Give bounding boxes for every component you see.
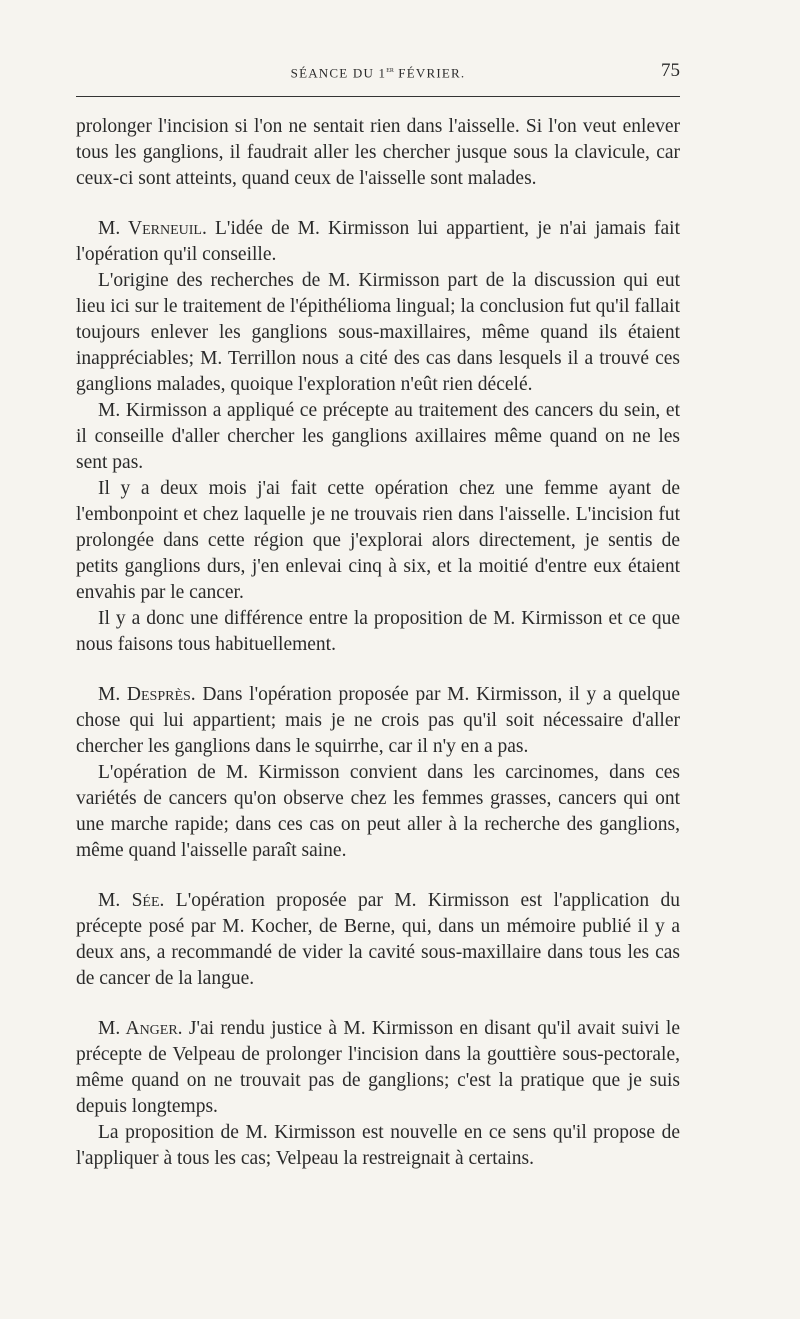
speaker-name: M. Anger.	[98, 1018, 183, 1039]
body-text	[76, 114, 680, 1172]
paragraph: M. Anger. J'ai rendu justice à M. Kirmisson en disant qu'il avait suivi le précepte de Velpeau de prolonger l'incision dans la gouttière sous-pectorale, même quand on ne trouvait pas de ganglions; c'est la pratique que je suis depuis longtemps.	[76, 1018, 680, 1117]
speaker-name: M. Sée.	[98, 890, 165, 911]
title-part: SÉANCE DU 1	[290, 65, 387, 81]
paragraph: M. Sée. L'opération proposée par M. Kirmisson est l'application du précepte posé par M. Kocher, de Berne, qui, dans un mémoire publié il y a deux ans, a recommandé de vider la cavité sous-maxillaire dans tous les cas de cancer de la langue.	[76, 890, 680, 989]
running-title	[76, 64, 680, 81]
paragraph: Il y a donc une différence entre la proposition de M. Kirmisson et ce que nous faisons tous habituellement.	[76, 608, 680, 655]
page-number: 75	[661, 60, 680, 81]
paragraph: Il y a deux mois j'ai fait cette opération chez une femme ayant de l'embonpoint et chez laquelle je ne trouvais rien dans l'aisselle. L'incision fut prolongée dans cette région que j'explorai alors directement, je sentis de petits ganglions durs, j'en enlevai cinq à six, et la moitié d'entre eux étaient envahis par le cancer.	[76, 478, 680, 603]
paragraph: La proposition de M. Kirmisson est nouvelle en ce sens qu'il propose de l'appliquer à tous les cas; Velpeau la restreignait à certains.	[76, 1122, 680, 1169]
paragraph: M. Kirmisson a appliqué ce précepte au traitement des cancers du sein, et il conseille d'aller chercher les ganglions axillaires même quand on ne les sent pas.	[76, 400, 680, 473]
title-superscript: er	[386, 64, 394, 74]
running-header	[76, 60, 680, 88]
paragraph: M. Verneuil. L'idée de M. Kirmisson lui appartient, je n'ai jamais fait l'opération qu'il conseille.	[76, 218, 680, 265]
header-rule	[76, 96, 680, 97]
paragraph: M. Desprès. Dans l'opération proposée par M. Kirmisson, il y a quelque chose qui lui appartient; mais je ne crois pas qu'il soit nécessaire d'aller chercher les ganglions dans le squirrhe, car il n'y en a pas.	[76, 684, 680, 757]
paragraph: L'opération de M. Kirmisson convient dans les carcinomes, dans ces variétés de cancers qu'on observe chez les femmes grasses, cancers qui ont une marche rapide; dans ces cas on peut aller à la recherche des ganglions, même quand l'aisselle paraît saine.	[76, 762, 680, 861]
title-part-end: FÉVRIER.	[393, 65, 466, 81]
paragraph: prolonger l'incision si l'on ne sentait rien dans l'aisselle. Si l'on veut enlever tous les ganglions, il faudrait aller les chercher jusque sous la clavicule, car ceux-ci sont atteints, quand ceux de l'aisselle sont malades.	[76, 116, 680, 189]
speaker-name: M. Verneuil.	[98, 218, 207, 239]
paragraph: L'origine des recherches de M. Kirmisson part de la discussion qui eut lieu ici sur le traitement de l'épithélioma lingual; la conclusion fut qu'il fallait toujours enlever les ganglions sous-maxillaires, même quand ils étaient inappréciables; M. Terrillon nous a cité des cas dans lesquels il a trouvé ces ganglions malades, quoique l'exploration n'eût rien décelé.	[76, 270, 680, 395]
speaker-name: M. Desprès.	[98, 684, 196, 705]
